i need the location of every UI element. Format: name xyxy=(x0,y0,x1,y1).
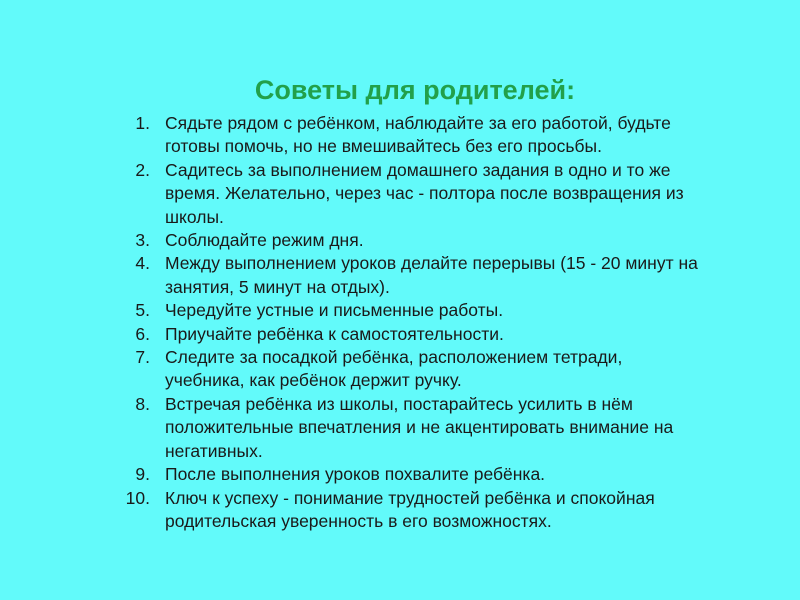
tip-number: 1. xyxy=(135,113,150,133)
tip-number: 3. xyxy=(135,230,150,251)
tip-item-10 xyxy=(118,487,698,534)
tip-text: Сядьте рядом с ребёнком, наблюдайте за его работой, будьте готовы помочь, но не вмешивайтесь без его просьбы. xyxy=(165,113,671,157)
tip-number: 6. xyxy=(135,323,150,344)
tip-number: 2. xyxy=(135,159,150,180)
tip-number: 10. xyxy=(125,487,150,508)
tip-text: Следите за посадкой ребёнка, расположением тетради, учебника, как ребёнок держит ручку. xyxy=(165,347,623,391)
tip-number: 9. xyxy=(135,464,150,485)
tip-number: 8. xyxy=(135,393,150,414)
tip-text: Приучайте ребёнка к самостоятельности. xyxy=(165,323,504,344)
tip-number: 5. xyxy=(135,300,150,321)
tips-list xyxy=(118,112,698,533)
tip-text: Ключ к успеху - понимание трудностей ребёнка и спокойная родительская уверенность в его возможностях. xyxy=(165,487,655,531)
tip-text: Встречая ребёнка из школы, постарайтесь усилить в нём положительные впечатления и не акцентировать внимание на негативных. xyxy=(165,393,674,461)
tip-text: Между выполнением уроков делайте перерывы (15 - 20 минут на занятия, 5 минут на отдых). xyxy=(165,253,698,297)
tip-text: Садитесь за выполнением домашнего задания в одно и то же время. Желательно, через час - полтора после возвращения из школы. xyxy=(165,159,684,227)
tip-item-6 xyxy=(118,323,698,346)
tip-item-5 xyxy=(118,299,698,322)
tip-text: Соблюдайте режим дня. xyxy=(165,230,364,251)
tip-item-7 xyxy=(118,346,698,393)
tip-number: 4. xyxy=(135,253,150,274)
tip-item-9 xyxy=(118,463,698,486)
tip-item-8 xyxy=(118,393,698,463)
tip-text: Чередуйте устные и письменные работы. xyxy=(165,300,504,321)
tip-number: 7. xyxy=(135,347,150,368)
tip-text: После выполнения уроков похвалите ребёнка. xyxy=(165,464,546,485)
tip-item-1 xyxy=(118,112,698,159)
tip-item-2 xyxy=(118,159,698,229)
tip-item-3 xyxy=(118,229,698,252)
tip-item-4 xyxy=(118,252,698,299)
slide-title: Советы для родителей: xyxy=(254,75,576,105)
